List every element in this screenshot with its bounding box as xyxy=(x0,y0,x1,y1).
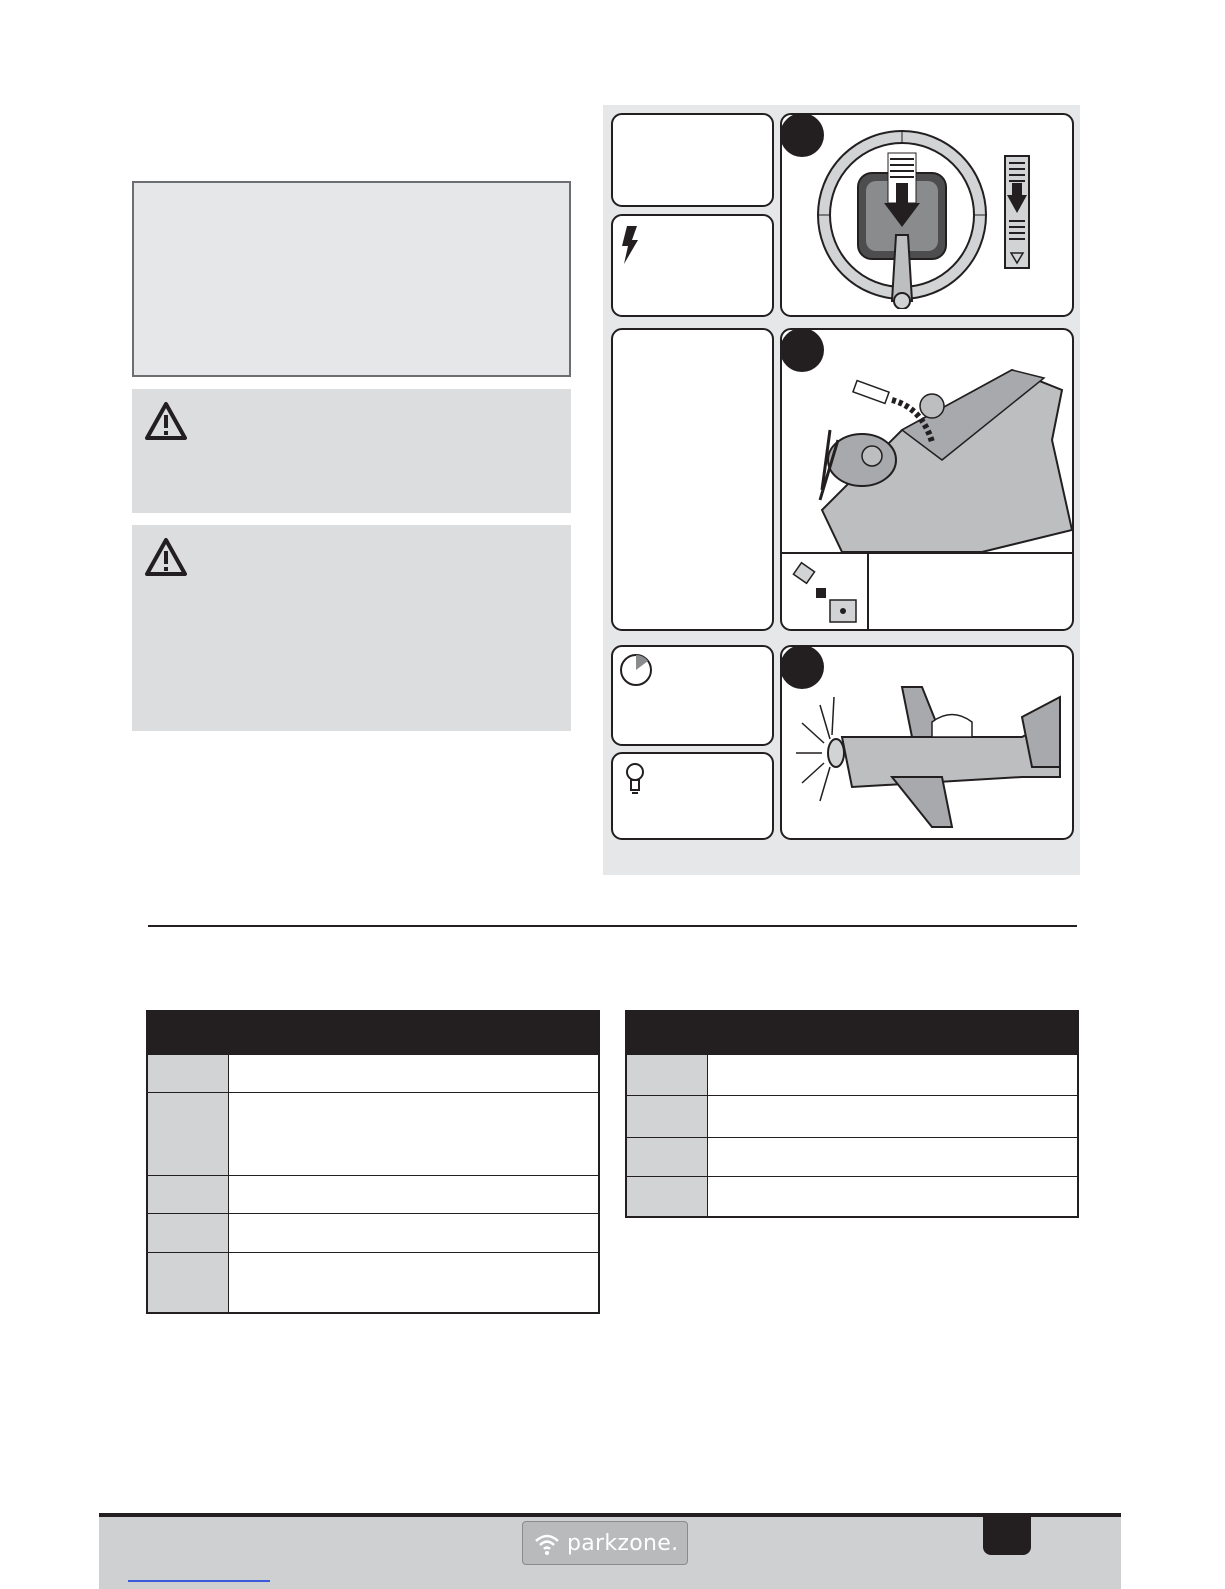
table-row xyxy=(627,1095,1077,1137)
connector-divider-vertical xyxy=(867,552,869,631)
logo-text: parkzone. xyxy=(567,1530,679,1556)
table-row xyxy=(148,1252,598,1312)
table-header xyxy=(148,1012,598,1054)
text-box-1a xyxy=(611,113,774,207)
lightning-icon xyxy=(621,226,639,264)
table-row xyxy=(148,1213,598,1252)
table-row xyxy=(148,1054,598,1092)
table-row xyxy=(148,1092,598,1175)
throttle-stick-illustration xyxy=(812,123,992,309)
section-divider xyxy=(148,925,1077,927)
footer-link[interactable] xyxy=(128,1580,270,1582)
text-box-1b xyxy=(611,214,774,317)
instruction-panel xyxy=(603,105,1080,875)
trim-indicator-illustration xyxy=(1004,155,1030,269)
airplane-illustration xyxy=(792,677,1068,835)
text-box-3b xyxy=(611,752,774,840)
connector-divider xyxy=(782,552,1074,554)
table-row xyxy=(627,1137,1077,1176)
parkzone-logo xyxy=(522,1521,688,1565)
page-number-badge xyxy=(983,1517,1031,1555)
table-row xyxy=(627,1054,1077,1095)
text-box-2 xyxy=(611,328,774,631)
spec-table-left xyxy=(146,1010,600,1314)
notice-box xyxy=(132,181,571,377)
lightbulb-icon xyxy=(625,762,645,796)
connector-illustration xyxy=(786,558,864,628)
spec-table-right xyxy=(625,1010,1079,1218)
warning-icon xyxy=(144,537,188,577)
timer-icon xyxy=(619,653,653,687)
table-row xyxy=(148,1175,598,1213)
wifi-icon xyxy=(533,1529,561,1557)
battery-install-illustration xyxy=(782,330,1074,552)
text-box-3a xyxy=(611,645,774,746)
warning-box-2 xyxy=(132,525,571,731)
step-1-illustration xyxy=(780,113,1074,317)
table-header xyxy=(627,1012,1077,1054)
warning-box-1 xyxy=(132,389,571,513)
step-2-illustration xyxy=(780,328,1074,631)
warning-icon xyxy=(144,401,188,441)
step-3-illustration xyxy=(780,645,1074,840)
table-row xyxy=(627,1176,1077,1216)
